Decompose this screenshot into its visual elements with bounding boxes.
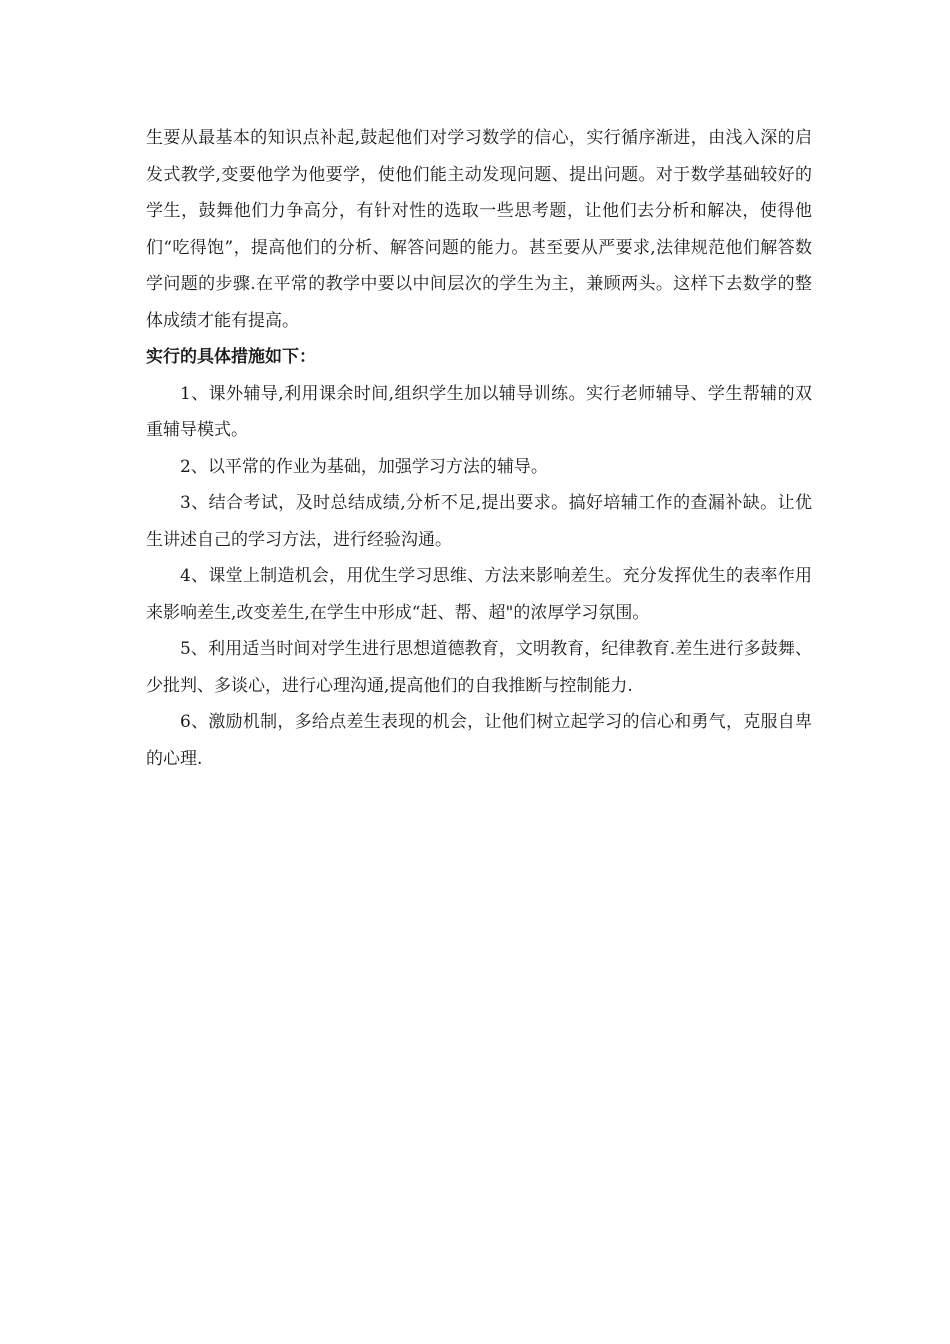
- intro-paragraph: 生要从最基本的知识点补起,鼓起他们对学习数学的信心，实行循序渐进，由浅入深的启发式教学,变要他学为他要学，使他们能主动发现问题、提出问题。对于数学基础较好的学生，鼓舞他们力争高分，有针对性的选取一些思考题，让他们去分析和解决，使得他们“吃得饱”，提高他们的分析、解答问题的能力。甚至要从严要求,法律规范他们解答数学问题的步骤.在平常的教学中要以中间层次的学生为主，兼顾两头。这样下去数学的整体成绩才能有提高。: [146, 128, 812, 331]
- measure-item-2: 2、以平常的作业为基础，加强学习方法的辅导。: [180, 456, 548, 477]
- measures-heading: 实行的具体措施如下：: [146, 347, 316, 367]
- measure-item-6: 6、激励机制，多给点差生表现的机会，让他们树立起学习的信心和勇气，克服自卑的心理.: [146, 712, 812, 769]
- measure-item-3: 3、结合考试，及时总结成绩,分析不足,提出要求。搞好培辅工作的查漏补缺。让优生讲述自己的学习方法，进行经验沟通。: [146, 493, 812, 550]
- measure-item-5: 5、利用适当时间对学生进行思想道德教育，文明教育，纪律教育.差生进行多鼓舞、少批判、多谈心，进行心理沟通,提高他们的自我推断与控制能力.: [146, 639, 812, 696]
- document-body: [146, 120, 812, 777]
- measure-item-1: 1、课外辅导,利用课余时间,组织学生加以辅导训练。实行老师辅导、学生帮辅的双重辅导模式。: [146, 383, 812, 440]
- measure-item-4: 4、课堂上制造机会，用优生学习思维、方法来影响差生。充分发挥优生的表率作用来影响差生,改变差生,在学生中形成“赶、帮、超"的浓厚学习氛围。: [146, 566, 812, 623]
